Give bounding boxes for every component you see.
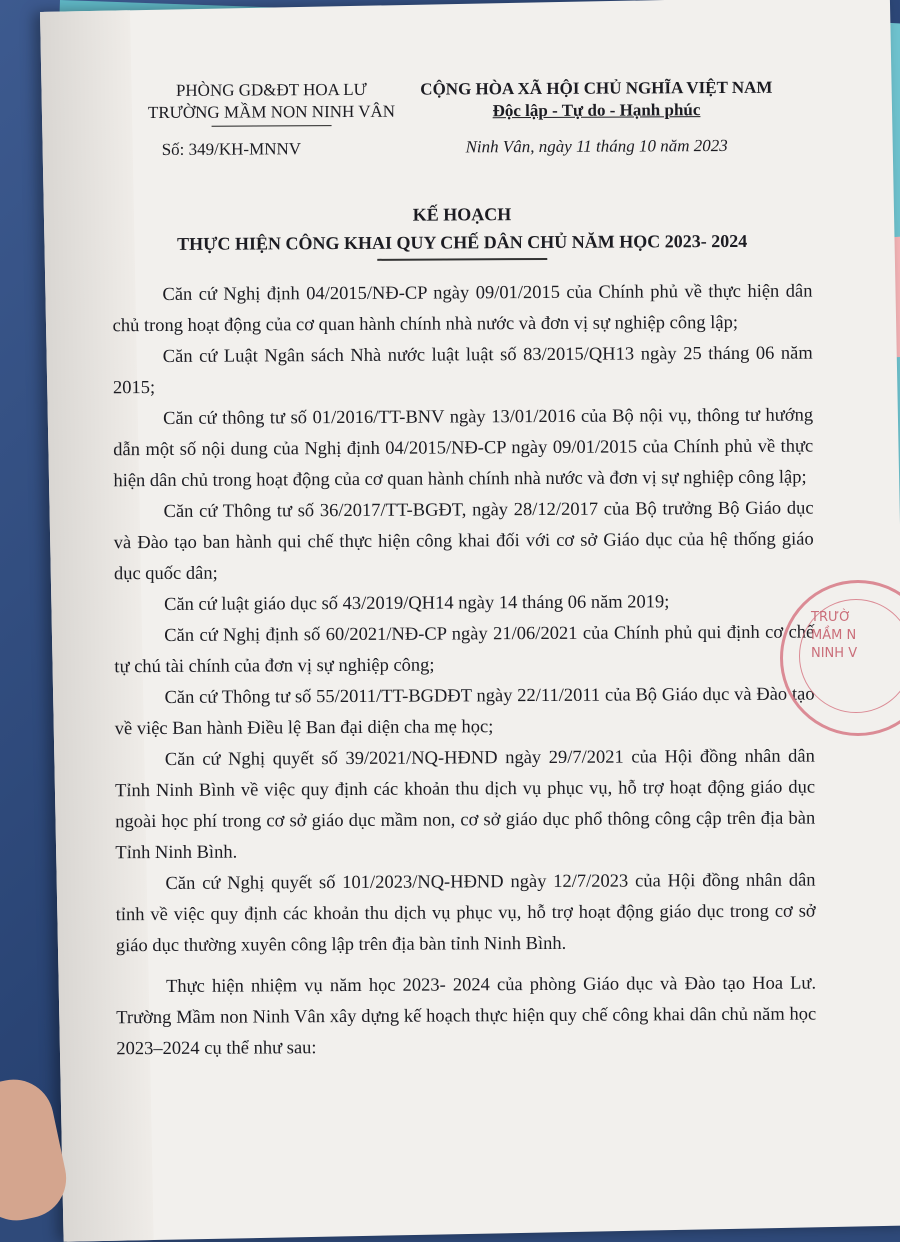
school-name: TRƯỜNG MẦM NON NINH VÂN [147, 101, 396, 123]
paragraph: Căn cứ Thông tư số 55/2011/TT-BGDĐT ngày 22/11/2011 của Bộ Giáo dục và Đào tạo về việc Ban hành Điều lệ Ban đại diện cha mẹ học; [114, 684, 815, 740]
stamp-text-line2: MẦM N [811, 628, 857, 643]
paragraph: Căn cứ luật giáo dục số 43/2019/QH14 ngày 14 tháng 06 năm 2019; [164, 592, 670, 615]
title-line-2: THỰC HIỆN CÔNG KHAI QUY CHẾ DÂN CHỦ NĂM HỌC 2023- 2024 [177, 230, 748, 254]
paragraph: Căn cứ Nghị quyết số 39/2021/NQ-HĐND ngày 29/7/2021 của Hội đồng nhân dân Tỉnh Ninh Bình về việc quy định các khoản thu dịch vụ phục vụ, hỗ trợ hoạt động giáo dục ngoài học phí trong cơ sở giáo dục mầm non, cơ sở giáo dục phổ thông công cập trên địa bàn Tỉnh Ninh Bình. [114, 746, 816, 864]
title-line-1: KẾ HOẠCH [412, 204, 512, 225]
header-right [411, 77, 781, 159]
stamp-text [811, 609, 857, 663]
stamp-text-line3: NINH V [811, 646, 858, 661]
paragraph: Căn cứ Thông tư số 36/2017/TT-BGĐT, ngày 28/12/2017 của Bộ trưởng Bộ Giáo dục và Đào tạo ban hành qui chế thực hiện công khai đối với cơ sở Giáo dục của hệ thống giáo dục quốc dân; [113, 498, 814, 585]
paragraph: Căn cứ Luật Ngân sách Nhà nước luật luật số 83/2015/QH13 ngày 25 tháng 06 năm 2015; [112, 343, 813, 399]
paragraph: Căn cứ Nghị quyết số 101/2023/NQ-HĐND ngày 12/7/2023 của Hội đồng nhân dân tỉnh về việc quy định các khoản thu dịch vụ phục vụ, hỗ trợ hoạt động giáo dục trong cơ sở giáo dục thường xuyên công lập trên địa bàn tỉnh Ninh Bình. [115, 870, 816, 957]
document-title [142, 199, 782, 262]
stamp-text-line1: TRƯỜ [811, 610, 851, 625]
department-name: PHÒNG GD&ĐT HOA LƯ [175, 79, 367, 100]
country-name: CỘNG HÒA XÃ HỘI CHỦ NGHĨA VIỆT NAM [420, 77, 773, 99]
document-number: Số: 349/KH-MNNV [161, 139, 302, 159]
header-left [141, 79, 401, 161]
document-content [112, 76, 841, 1060]
title-underline [377, 258, 547, 260]
paragraph: Căn cứ thông tư số 01/2016/TT-BNV ngày 13/01/2016 của Bộ nội vụ, thông tư hướng dẫn một số nội dung của Nghị định 04/2015/NĐ-CP ngày 09/01/2015 của Chính phủ về thực hiện dân chủ trong hoạt động của cơ quan hành chính nhà nước và đơn vị sự nghiệp công lập; [113, 405, 814, 492]
paragraph: Căn cứ Nghị định 04/2015/NĐ-CP ngày 09/01/2015 của Chính phủ về thực hiện dân chủ trong hoạt động của cơ quan hành chính nhà nước và đơn vị sự nghiệp công lập; [112, 281, 813, 337]
paragraph: Căn cứ Nghị định số 60/2021/NĐ-CP ngày 21/06/2021 của Chính phủ qui định cơ chế tự chú tài chính của đơn vị sự nghiệp công; [114, 622, 815, 678]
national-motto: Độc lập - Tự do - Hạnh phúc [492, 100, 701, 121]
paragraph: Thực hiện nhiệm vụ năm học 2023- 2024 của phòng Giáo dục và Đào tạo Hoa Lư. Trường Mầm non Ninh Vân xây dựng kế hoạch thực hiện quy chế công khai dân chủ năm học 2023–2024 cụ thể như sau: [116, 973, 817, 1060]
document-body [112, 277, 816, 1066]
document-page [40, 0, 900, 1242]
document-date: Ninh Vân, ngày 11 tháng 10 năm 2023 [465, 135, 728, 157]
header-left-divider [212, 125, 332, 127]
